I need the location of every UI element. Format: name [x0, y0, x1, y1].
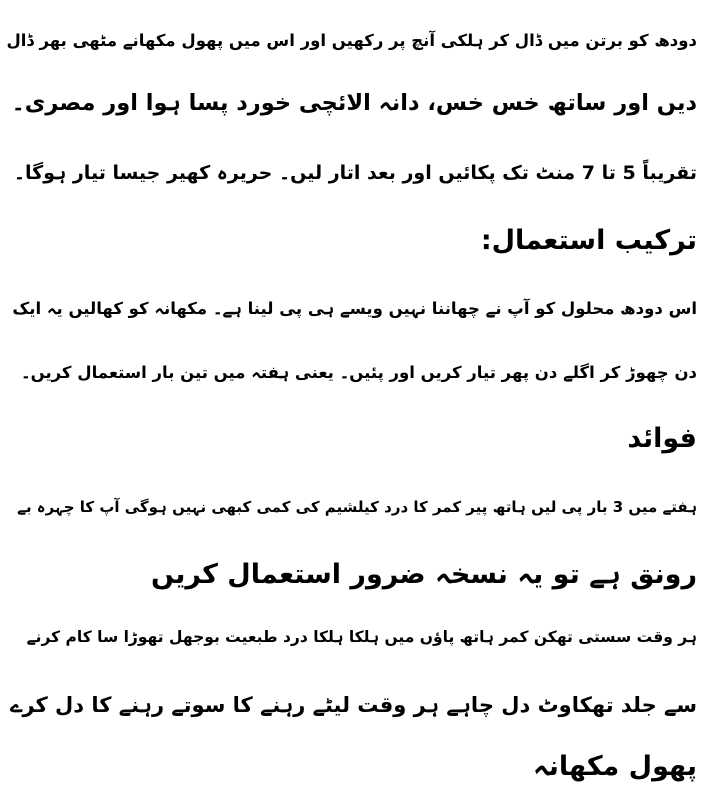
paragraph-line-11: سے جلد تھکاوٹ دل چاہے ہر وقت لیٹے رہنے کا سوتے رہنے کا دل کرے: [10, 693, 697, 717]
paragraph-line-5: اس دودھ محلول کو آپ نے چھاننا نہیں ویسے ہی پی لینا ہے۔ مکھانہ کو کھالیں یہ ایک: [12, 299, 697, 318]
paragraph-line-2: دیں اور ساتھ خس خس، دانہ الائچی خورد پسا ہوا اور مصری۔: [11, 90, 697, 116]
paragraph-line-6: دن چھوڑ کر اگلے دن پھر تیار کریں اور پئیں۔ یعنی ہفتہ میں تین بار استعمال کریں۔: [20, 363, 697, 382]
paragraph-line-10: ہر وقت سستی تھکن کمر ہاتھ پاؤں میں ہلکا ہلکا درد طبعیت بوجھل تھوڑا سا کام کرنے: [26, 628, 697, 646]
paragraph-line-3: تقریباً 5 تا 7 منٹ تک پکائیں اور بعد اتار لیں۔ حریرہ کھیر جیسا تیار ہوگا۔: [13, 162, 697, 184]
paragraph-line-8: ہفتے میں 3 بار پی لیں ہاتھ پیر کمر کا درد کیلشیم کی کمی کبھی نہیں ہوگی آپ کا چہرہ بے: [17, 498, 697, 516]
section-heading-usage: ترکیب استعمال:: [480, 225, 697, 256]
section-heading-benefits: فوائد: [627, 423, 697, 454]
section-heading-phool-makhana: پھول مکھانہ: [532, 751, 697, 782]
paragraph-line-1: دودھ کو برتن میں ڈال کر ہلکی آنچ پر رکھیں اور اس میں پھول مکھانے مٹھی بھر ڈال: [6, 31, 697, 50]
paragraph-line-9: رونق ہے تو یہ نسخہ ضرور استعمال کریں: [150, 559, 697, 590]
